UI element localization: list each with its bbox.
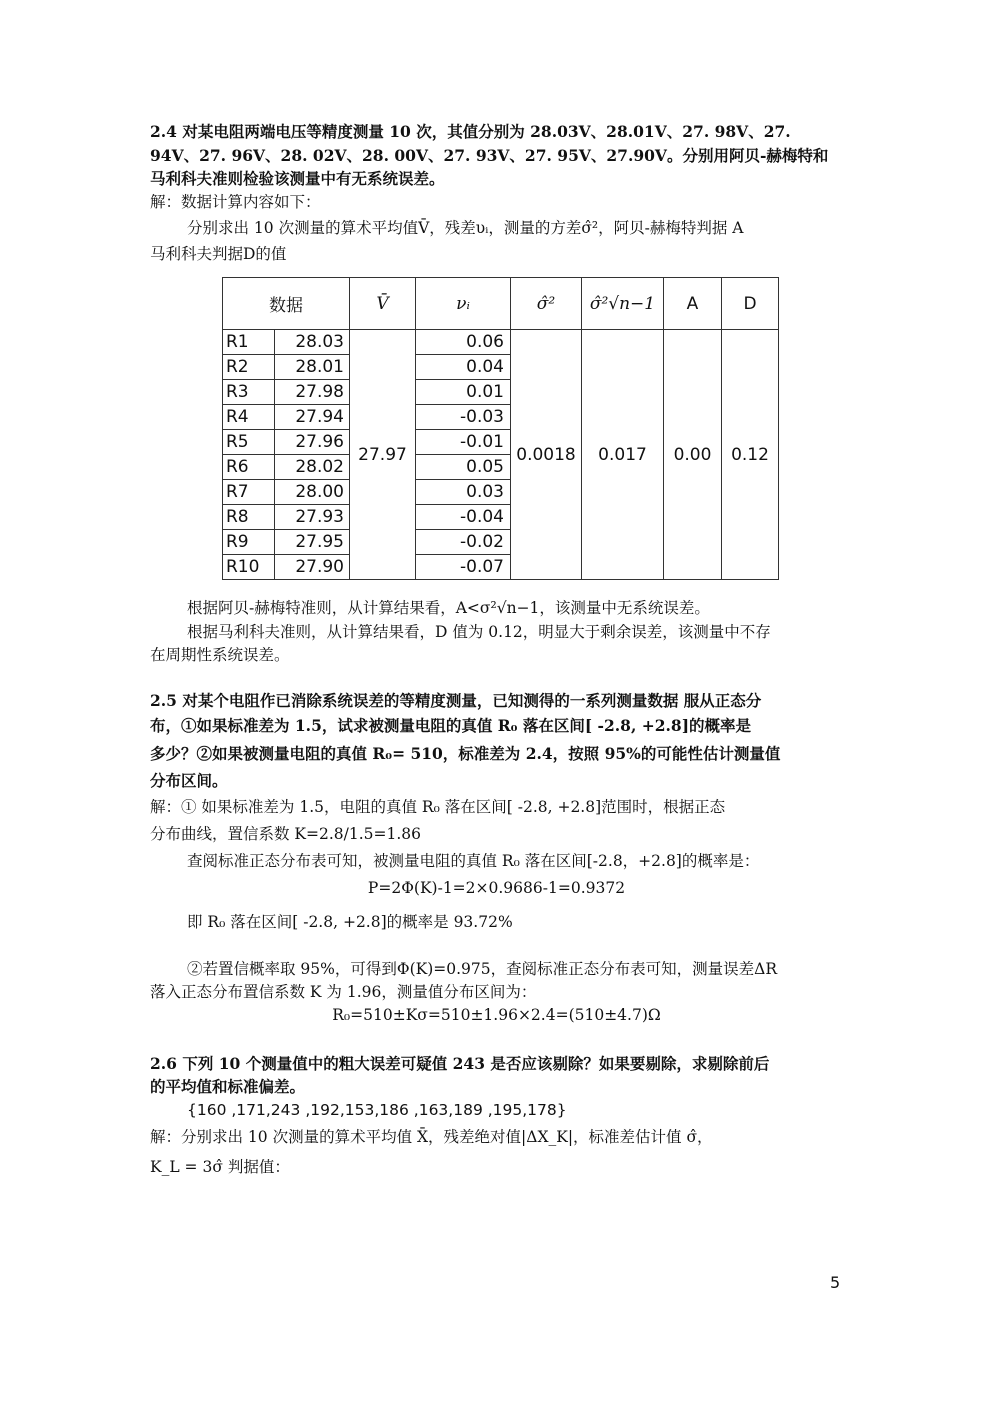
row-label: R5 (223, 430, 275, 455)
variance-value: 0.0018 (511, 330, 582, 580)
row-value: 28.00 (275, 480, 350, 505)
p26-question-line1: 2.6 下列 10 个测量值中的粗大误差可疑值 243 是否应该剔除？如果要剔除，求剔除前后 (150, 1054, 770, 1073)
measurement-table (222, 277, 779, 580)
row-value: 28.01 (275, 355, 350, 380)
row-value: 28.03 (275, 330, 350, 355)
row-value: 28.02 (275, 455, 350, 480)
p24-solution-line3: 马利科夫判据D的值 (150, 245, 287, 263)
p24-conclusion-2: 根据马利科夫准则，从计算结果看，D 值为 0.12，明显大于剩余误差，该测量中不存 (187, 623, 771, 641)
header-mean: V̄ (350, 278, 416, 330)
row-label: R8 (223, 505, 275, 530)
p24-solution-line2: 分别求出 10 次测量的算术平均值V̄，残差υᵢ，测量的方差σ̂²，阿贝-赫梅特判据 A (187, 219, 744, 237)
p25-interval-formula: R₀=510±Kσ=510±1.96×2.4=(510±4.7)Ω (332, 1006, 661, 1024)
row-value: 27.94 (275, 405, 350, 430)
table-row (223, 330, 779, 355)
row-residual: 0.06 (416, 330, 511, 355)
p24-question-line3: 马利科夫准则检验该测量中有无系统误差。 (150, 169, 445, 188)
p25-question-line2: 布，①如果标准差为 1.5，试求被测量电阻的真值 R₀ 落在区间[ -2.8, +2.8]的概率是 (150, 716, 752, 735)
p25-probability-formula: P=2Φ(K)-1=2×0.9686-1=0.9372 (367, 879, 626, 897)
p25-solution-line2: 分布曲线，置信系数 K=2.8/1.5=1.86 (150, 825, 422, 843)
row-label: R4 (223, 405, 275, 430)
row-residual: -0.03 (416, 405, 511, 430)
p24-question-line1: 2.4 对某电阻两端电压等精度测量 10 次，其值分别为 28.03V、28.01V、27. 98V、27. (150, 122, 791, 141)
p24-conclusion-3: 在周期性系统误差。 (150, 646, 290, 664)
row-value: 27.93 (275, 505, 350, 530)
page-number: 5 (830, 1273, 841, 1292)
row-label: R10 (223, 555, 275, 580)
header-residual: νᵢ (416, 278, 511, 330)
row-value: 27.95 (275, 530, 350, 555)
p24-conclusion-1: 根据阿贝-赫梅特准则，从计算结果看，A<σ²√n−1，该测量中无系统误差。 (187, 599, 710, 617)
p25-solution-line7: 落入正态分布置信系数 K 为 1.96，测量值分布区间为： (150, 983, 537, 1001)
p25-solution-line6: ②若置信概率取 95%，可得到Φ(K)=0.975，查阅标准正态分布表可知，测量误差ΔR (187, 960, 777, 978)
p25-solution-line3: 查阅标准正态分布表可知，被测量电阻的真值 R₀ 落在区间[-2.8，+2.8]的概率是： (187, 852, 760, 870)
row-label: R9 (223, 530, 275, 555)
p24-solution-intro: 解：数据计算内容如下： (150, 193, 321, 211)
p26-solution-line1: 解：分别求出 10 次测量的算术平均值 X̄，残差绝对值|ΔX_K|，标准差估计值 σ̂， (150, 1128, 713, 1146)
row-residual: 0.05 (416, 455, 511, 480)
row-label: R7 (223, 480, 275, 505)
header-variance-sqrt: σ̂²√n−1 (582, 278, 664, 330)
row-value: 27.98 (275, 380, 350, 405)
p25-solution-line1: 解：① 如果标准差为 1.5，电阻的真值 R₀ 落在区间[ -2.8, +2.8]范围时，根据正态 (150, 798, 726, 816)
p25-solution-line5: 即 R₀ 落在区间[ -2.8, +2.8]的概率是 93.72% (187, 913, 513, 931)
variance-sqrt-value: 0.017 (582, 330, 664, 580)
row-label: R2 (223, 355, 275, 380)
p26-solution-line2: K_L = 3σ̂ 判据值： (150, 1158, 290, 1176)
header-a: A (664, 278, 722, 330)
row-residual: -0.01 (416, 430, 511, 455)
row-residual: 0.04 (416, 355, 511, 380)
d-value: 0.12 (722, 330, 779, 580)
p26-question-line2: 的平均值和标准偏差。 (150, 1077, 306, 1096)
row-residual: -0.04 (416, 505, 511, 530)
a-value: 0.00 (664, 330, 722, 580)
row-label: R1 (223, 330, 275, 355)
row-residual: -0.07 (416, 555, 511, 580)
header-data: 数据 (223, 278, 350, 330)
row-value: 27.90 (275, 555, 350, 580)
p26-values-set: {160 ,171,243 ,192,153,186 ,163,189 ,195,178} (187, 1101, 567, 1119)
header-variance: σ̂² (511, 278, 582, 330)
table-header-row (223, 278, 779, 330)
p25-question-line4: 分布区间。 (150, 771, 228, 790)
row-residual: -0.02 (416, 530, 511, 555)
p25-question-line3: 多少？②如果被测量电阻的真值 R₀= 510，标准差为 2.4，按照 95%的可能性估计测量值 (150, 744, 781, 763)
row-label: R6 (223, 455, 275, 480)
p25-question-line1: 2.5 对某个电阻作已消除系统误差的等精度测量，已知测得的一系列测量数据 服从正态分 (150, 691, 762, 710)
row-residual: 0.03 (416, 480, 511, 505)
p24-question-line2: 94V、27. 96V、28. 02V、28. 00V、27. 93V、27. 95V、27.90V。分别用阿贝-赫梅特和 (150, 146, 829, 165)
header-d: D (722, 278, 779, 330)
row-value: 27.96 (275, 430, 350, 455)
row-label: R3 (223, 380, 275, 405)
row-residual: 0.01 (416, 380, 511, 405)
mean-value: 27.97 (350, 330, 416, 580)
